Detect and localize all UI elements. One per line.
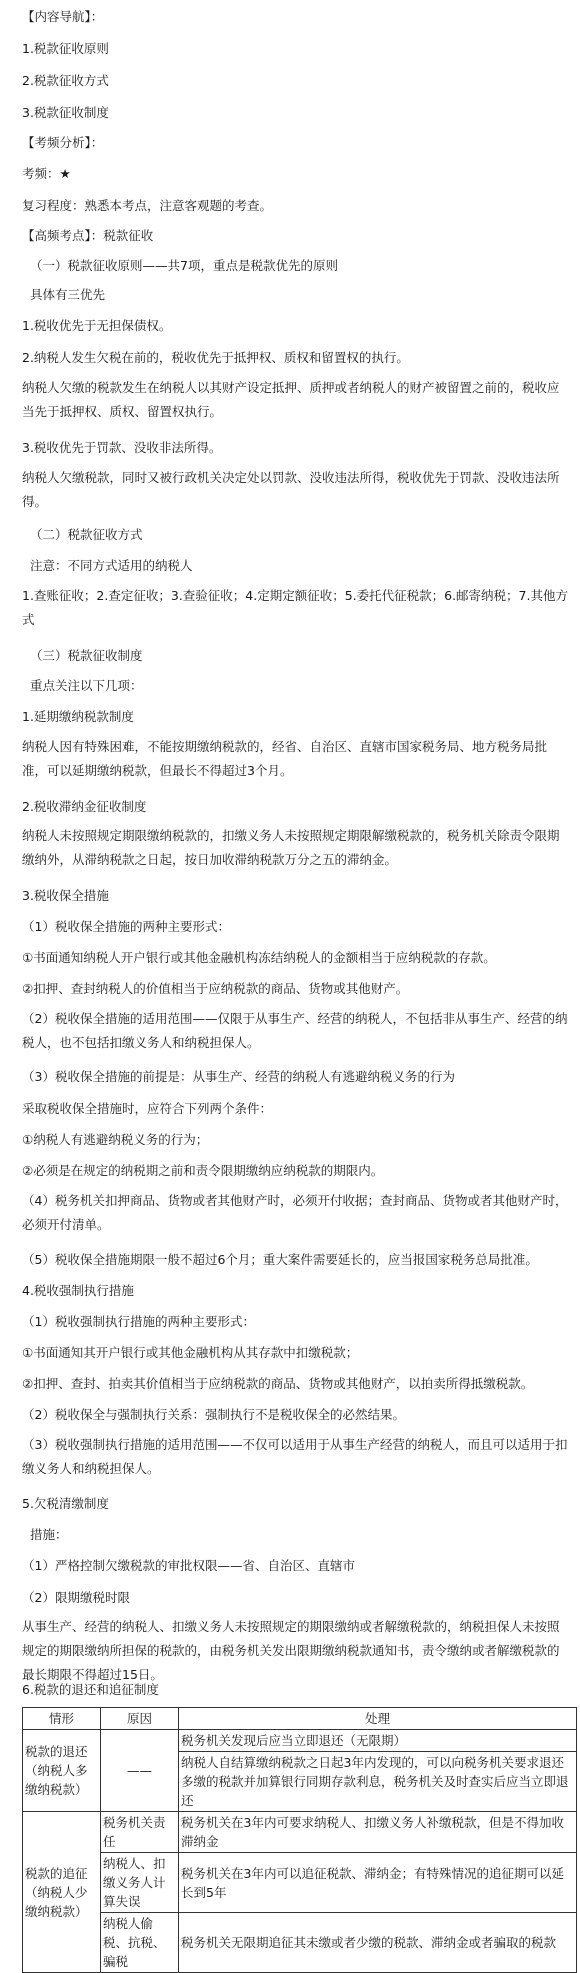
nav-item: 1.税款征收原则 [22,41,109,56]
table-row [23,1812,577,1853]
subsection-title: 2.税收滞纳金征收制度 [22,799,147,814]
paragraph: （1）税收保全措施的两种主要形式： [22,919,230,934]
section-title: （三）税款征收制度 [30,648,143,663]
nav-heading: 【内容导航】： [22,9,104,24]
handling-cell: 税务机关在3年内可以追征税款、滞纳金；有特殊情况的追征期可以延长到5年 [179,1853,577,1913]
table-row [23,1913,577,1973]
paragraph: 措施： [30,1527,68,1542]
section-title: （一）税款征收原则——共7项，重点是税款优先的原则 [30,258,338,273]
reason-cell: 税务机关责任 [101,1812,179,1853]
column-header: 处理 [179,1708,577,1730]
paragraph: 3.税收优先于罚款、没收非法所得。 [22,440,222,455]
paragraph: （5）税收保全措施期限一般不超过6个月；重大案件需要延长的，应当报国家税务总局批准。 [22,1252,538,1267]
reason-cell: 纳税人偷税、抗税、骗税 [101,1913,179,1973]
recover-label-cell: 税款的追征（纳税人少缴纳税款） [23,1812,101,1973]
paragraph: 纳税人欠缴的税款发生在纳税人以其财产设定抵押、质押或者纳税人的财产被留置之前的，税收应当先于抵押权、质权、留置权执行。 [22,380,560,419]
paragraph: 注意：不同方式适用的纳税人 [30,558,193,573]
paragraph: （1）税收强制执行措施的两种主要形式： [22,1314,255,1329]
paragraph: （4）税务机关扣押商品、货物或者其他财产时，必须开付收据；查封商品、货物或者其他财产时，必须开付清单。 [22,1193,568,1232]
paragraph: 纳税人因有特殊困难，不能按期缴纳税款的，经省、自治区、直辖市国家税务局、地方税务局批准，可以延期缴纳税款，但最长不得超过3个月。 [22,739,548,778]
subsection-title: 4.税收强制执行措施 [22,1283,134,1298]
column-header: 情形 [23,1708,101,1730]
table-row [23,1853,577,1913]
key-point-heading: 【高频考点】：税款征收 [22,228,154,243]
paragraph: 2.纳税人发生欠税在前的，税收优先于抵押权、质权和留置权的执行。 [22,350,409,365]
subsection-title: 5.欠税清缴制度 [22,1496,109,1511]
table-row [23,1730,577,1752]
paragraph: （3）税收保全措施的前提是：从事生产、经营的纳税人有逃避纳税义务的行为 [22,1069,455,1084]
paragraph: （1）严格控制欠缴税款的审批权限——省、自治区、直辖市 [22,1558,355,1573]
section-title: （二）税款征收方式 [30,527,143,542]
refund-reason-cell: —— [101,1730,179,1812]
review-level: 复习程度：熟悉本考点，注意客观题的考查。 [22,198,273,213]
handling-cell: 纳税人自结算缴纳税款之日起3年内发现的，可以向税务机关要求退还多缴的税款并加算银行同期存款利息，税务机关及时查实后应当立即退还 [179,1752,577,1812]
paragraph: 1.税收优先于无担保债权。 [22,318,172,333]
paragraph: （2）限期缴税时限 [22,1590,130,1605]
paragraph: ①纳税人有逃避纳税义务的行为； [22,1132,209,1147]
handling-cell: 税务机关在3年内可要求纳税人、扣缴义务人补缴税款，但是不得加收滞纳金 [179,1812,577,1853]
paragraph: 重点关注以下几项： [30,678,143,693]
paragraph: 1.查账征收；2.查定征收；3.查验征收；4.定期定额征收；5.委托代征税款；6.邮寄纳税；7.其他方式 [22,588,568,627]
paragraph: 具体有三优先 [30,287,106,302]
paragraph: ②必须是在规定的纳税期之前和责令限期缴纳应纳税款的期限内。 [22,1163,384,1178]
refund-recovery-table [22,1707,577,1973]
handling-cell: 税务机关发现后应当立即退还（无限期） [179,1730,577,1752]
paragraph: ②扣押、查封纳税人的价值相当于应纳税款的商品、货物或其他财产。 [22,981,409,996]
table-header-row [23,1708,577,1730]
subsection-title: 1.延期缴纳税款制度 [22,709,134,724]
frequency-rating: 考频：★ [22,166,71,181]
column-header: 原因 [101,1708,179,1730]
nav-item: 3.税款征收制度 [22,105,109,120]
reason-cell: 纳税人、扣缴义务人计算失误 [101,1853,179,1913]
paragraph: 从事生产、经营的纳税人、扣缴义务人未按照规定的期限缴纳或者解缴税款的，纳税担保人未按照规定的期限缴纳所担保的税款的，由税务机关发出限期缴纳税款通知书，责令缴纳或者解缴税款的最长期限不得超过15日。 [22,1619,560,1682]
paragraph: ①书面通知纳税人开户银行或其他金融机构冻结纳税人的金额相当于应纳税款的存款。 [22,950,496,965]
paragraph: （2）税收保全措施的适用范围——仅限于从事生产、经营的纳税人，不包括非从事生产、经营的纳税人，也不包括扣缴义务人和纳税担保人。 [22,1011,568,1050]
refund-label-cell: 税款的退还（纳税人多缴纳税款） [23,1730,101,1812]
subsection-title: 6.税款的退还和追征制度 [22,1682,159,1697]
paragraph: ①书面通知其开户银行或其他金融机构从其存款中扣缴税款； [22,1345,359,1360]
paragraph: ②扣押、查封、拍卖其价值相当于应纳税款的商品、货物或其他财产，以拍卖所得抵缴税款。 [22,1376,534,1391]
nav-item: 2.税款征收方式 [22,73,109,88]
paragraph: （2）税收保全与强制执行关系：强制执行不是税收保全的必然结果。 [22,1407,405,1422]
paragraph: 纳税人欠缴税款，同时又被行政机关决定处以罚款、没收违法所得，税收优先于罚款、没收违法所得。 [22,470,560,509]
subsection-title: 3.税收保全措施 [22,888,109,903]
paragraph: 纳税人未按照规定期限缴纳税款的，扣缴义务人未按照规定期限解缴税款的，税务机关除责令限期缴纳外，从滞纳税款之日起，按日加收滞纳税款万分之五的滞纳金。 [22,828,560,867]
paragraph: （3）税收强制执行措施的适用范围——不仅可以适用于从事生产经营的纳税人，而且可以适用于扣缴义务人和纳税担保人。 [22,1437,568,1476]
analysis-heading: 【考频分析】： [22,135,104,150]
paragraph: 采取税收保全措施时，应符合下列两个条件： [22,1101,273,1116]
handling-cell: 税务机关无限期追征其未缴或者少缴的税款、滞纳金或者骗取的税款 [179,1913,577,1973]
